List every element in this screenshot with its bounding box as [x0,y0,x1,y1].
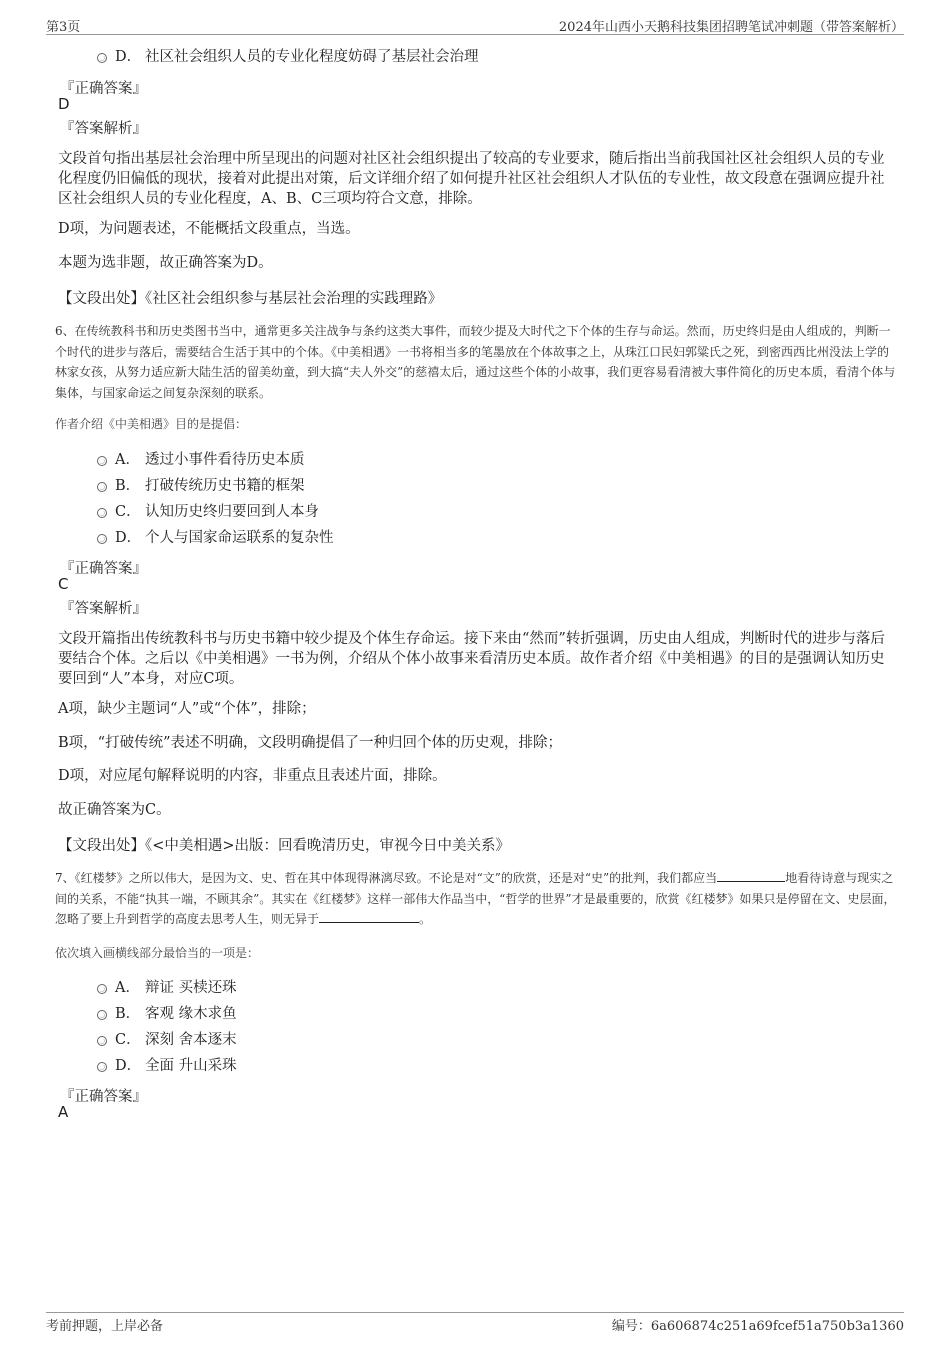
q5-analysis-paragraph: 文段首句指出基层社会治理中所呈现出的问题对社区社会组织提出了较高的专业要求，随后指出当前我国社区社会组织人员的专业化程度仍旧偏低的现状，接着对此提出对策，后文详细介绍了如何提升社区社会组织人才队伍的专业性，故文段意在强调应提升社区社会组织人员的专业化程度，A、B、C三项均符合文意，排除。 [58,151,885,207]
q6-option-d[interactable] [97,528,334,548]
q7-answer: A [58,1103,69,1121]
q6-analysis-paragraph: 故正确答案为C。 [58,802,171,818]
q5-source: 【文段出处】《社区社会组织参与基层社会治理的实践理路》 [58,291,443,307]
radio-icon[interactable] [97,534,107,544]
q6-answer: C [58,575,69,593]
page-header [46,14,904,35]
fill-blank-2 [319,910,419,923]
q7-option-a[interactable] [97,978,237,998]
option-text: 辩证 买椟还珠 [145,980,237,996]
option-letter: B． [115,478,141,494]
q7-answer-label: 『正确答案』 [60,1089,147,1105]
q7-stem-part: 。 [419,912,432,926]
q5-analysis-paragraph: 本题为选非题，故正确答案为D。 [58,255,273,271]
radio-icon[interactable] [97,1036,107,1046]
page-number: 第3页 [46,20,81,35]
radio-icon[interactable] [97,1010,107,1020]
q6-analysis-paragraph: B项，“打破传统”表述不明确，文段明确提倡了一种归回个体的历史观，排除； [58,735,562,751]
option-letter: D． [115,49,142,65]
q5-analysis-label: 『答案解析』 [60,121,147,137]
option-letter: A． [115,452,140,468]
radio-icon[interactable] [97,482,107,492]
q6-analysis-paragraph: A项，缺少主题词“人”或“个体”，排除； [58,701,316,717]
q6-analysis-paragraph: D项，对应尾句解释说明的内容，非重点且表述片面，排除。 [58,768,447,784]
q5-analysis-paragraph: D项，为问题表述，不能概括文段重点，当选。 [58,221,360,237]
q7-stem [55,868,898,930]
q5-answer: D [58,95,70,113]
option-text: 全面 升山采珠 [145,1058,237,1074]
q6-option-a[interactable] [97,450,305,470]
radio-icon[interactable] [97,984,107,994]
q7-prompt: 依次填入画横线部分最恰当的一项是： [55,946,260,960]
document-id: 编号：6a606874c251a69fcef51a750b3a1360 [611,1319,904,1334]
q6-analysis-paragraph: 文段开篇指出传统教科书与历史书籍中较少提及个体生存命运。接下来由“然而”转折强调，历史由人组成，判断时代的进步与落后要结合个体。之后以《中美相遇》一书为例，介绍从个体小故事来看清历史本质。故作者介绍《中美相遇》的目的是强调认知历史要回到“人”本身，对应C项。 [58,631,885,687]
q7-stem-part: 7、《红楼梦》之所以伟大，是因为文、史、哲在其中体现得淋漓尽致。不论是对“文”的欣赏，还是对“史”的批判，我们都应当 [55,871,718,885]
q5-option-d[interactable] [97,47,479,67]
q6-answer-label: 『正确答案』 [60,561,147,577]
q6-source: 【文段出处】《<中美相遇>出版：回看晚清历史，审视今日中美关系》 [58,838,511,854]
q6-prompt: 作者介绍《中美相遇》目的是提倡： [55,417,248,431]
q7-stem-part: 地看待诗意与现实之间的关系，不能“执其一端，不顾其余”。其实在《红楼梦》这样一部伟大作品当中，“哲学的世界”才是最重要的，欣赏《红楼梦》如果只是停留在文、史层面，忽略了要上升到哲学的高度去思考人生，则无异于 [55,871,896,926]
q6-option-c[interactable] [97,502,319,522]
option-text: 深刻 舍本逐末 [145,1032,237,1048]
radio-icon[interactable] [97,456,107,466]
document-title: 2024年山西小天鹅科技集团招聘笔试冲刺题（带答案解析） [558,20,904,35]
option-letter: A． [115,980,140,996]
page-footer [46,1312,904,1333]
q6-option-b[interactable] [97,476,305,496]
radio-icon[interactable] [97,508,107,518]
radio-icon[interactable] [97,1062,107,1072]
option-letter: D． [115,530,142,546]
option-letter: D． [115,1058,142,1074]
option-text: 个人与国家命运联系的复杂性 [145,530,334,546]
q6-analysis-label: 『答案解析』 [60,601,147,617]
option-text: 认知历史终归要回到人本身 [145,504,319,520]
radio-icon[interactable] [97,53,107,63]
option-letter: B． [115,1006,141,1022]
option-text: 客观 缘木求鱼 [145,1006,237,1022]
option-letter: C． [115,1032,141,1048]
q7-option-d[interactable] [97,1056,237,1076]
q7-option-c[interactable] [97,1030,237,1050]
option-letter: C． [115,504,141,520]
q5-answer-label: 『正确答案』 [60,81,147,97]
option-text: 社区社会组织人员的专业化程度妨碍了基层社会治理 [145,49,479,65]
q6-stem: 6、在传统教科书和历史类图书当中，通常更多关注战争与条约这类大事件，而较少提及大时代之下个体的生存与命运。然而，历史终归是由人组成的，判断一个时代的进步与落后，需要结合生活于其中的个体。《中美相遇》一书将相当多的笔墨放在个体故事之上，从珠江口民妇郭粱氏之死，到密西西比州没法上学的林家女孩，从努力适应新大陆生活的留美幼童，到大搞“夫人外交”的慈禧太后，通过这些个体的小故事，我们更容易看清被大事件简化的历史本质，看清个体与集体，与国家命运之间复杂深刻的联系。 [55,324,896,400]
option-text: 打破传统历史书籍的框架 [145,478,305,494]
q7-option-b[interactable] [97,1004,237,1024]
option-text: 透过小事件看待历史本质 [145,452,305,468]
fill-blank-1 [717,869,785,882]
footer-slogan: 考前押题，上岸必备 [46,1319,164,1334]
